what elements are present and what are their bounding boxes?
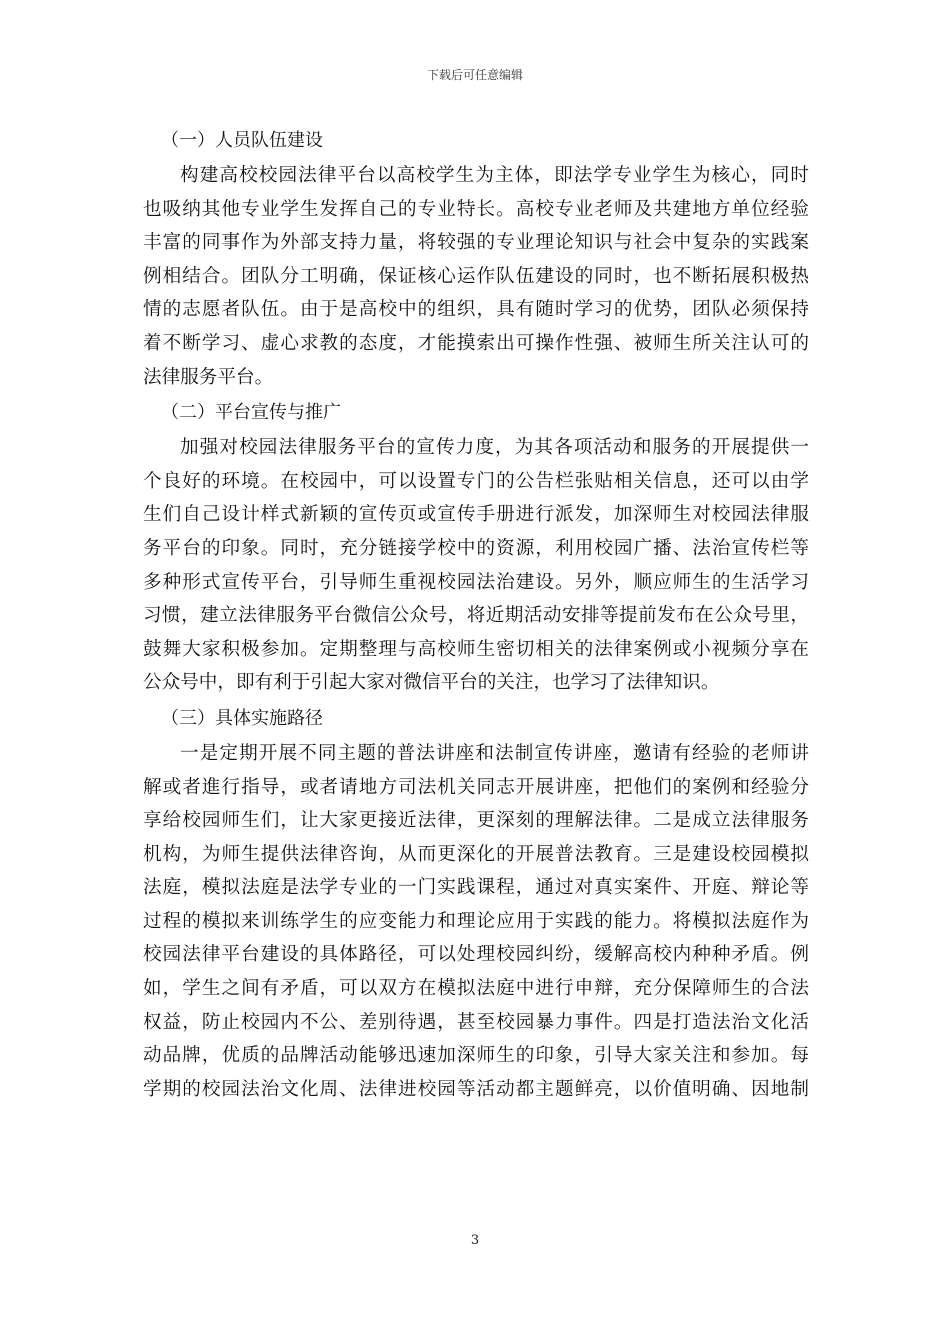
paragraph-promotion xyxy=(143,431,809,700)
text-line: 也吸纳其他专业学生发挥自己的专业特长。高校专业老师及共建地方单位经验 xyxy=(143,198,809,220)
page-header: 下载后可任意编辑 xyxy=(426,68,523,82)
section-heading-3: （三）具体实施路径 xyxy=(161,707,323,729)
text-line: 务平台的印象。同时，充分链接学校中的资源，利用校园广播、法治宣传栏等 xyxy=(143,537,809,559)
text-line: 权益，防止校园内不公、差别待遇，甚至校园暴力事件。四是打造法治文化活 xyxy=(143,1011,809,1033)
text-line: 习惯，建立法律服务平台微信公众号，将近期活动安排等提前发布在公众号里， xyxy=(143,605,809,627)
text-line: 公众号中，即有利于引起大家对微信平台的关注，也学习了法律知识。 xyxy=(143,672,720,694)
section-heading-2: （二）平台宣传与推广 xyxy=(161,402,341,424)
text-line: 法律服务平台。 xyxy=(143,366,274,388)
text-line: 构建高校校园法律平台以高校学生为主体，即法学专业学生为核心，同时 xyxy=(180,165,809,186)
text-line: 一是定期开展不同主题的普法讲座和法制宣传讲座，邀请有经验的老师讲 xyxy=(180,742,809,764)
text-line: 个良好的环境。在校园中，可以设置专门的公告栏张贴相关信息，还可以由学 xyxy=(143,470,809,492)
section-heading-1: （一）人员队伍建设 xyxy=(161,130,323,151)
paragraph-implementation xyxy=(143,737,809,1107)
text-line: 生们自己设计样式新颖的宣传页或宣传手册进行派发，加深师生对校园法律服 xyxy=(143,504,809,526)
text-line: 丰富的同事作为外部支持力量，将较强的专业理论知识与社会中复杂的实践案 xyxy=(143,232,809,254)
page-number: 3 xyxy=(470,1233,480,1248)
text-line: 校园法律平台建设的具体路径，可以处理校园纠纷，缓解高校内种种矛盾。例 xyxy=(143,944,809,966)
text-line: 多种形式宣传平台，引导师生重视校园法治建设。另外，顺应师生的生活学习 xyxy=(143,571,809,593)
text-line: 机构，为师生提供法律咨询，从而更深化的开展普法教育。三是建设校园模拟 xyxy=(143,843,809,865)
text-line: 着不断学习、虚心求教的态度，才能摸索出可操作性强、被师生所关注认可的 xyxy=(143,332,809,354)
text-line: 例相结合。团队分工明确，保证核心运作队伍建设的同时，也不断拓展积极热 xyxy=(143,265,809,287)
text-line: 加强对校园法律服务平台的宣传力度，为其各项活动和服务的开展提供一 xyxy=(180,437,809,459)
text-line: 动品牌，优质的品牌活动能够迅速加深师生的印象，引导大家关注和参加。每 xyxy=(143,1045,809,1067)
document-body xyxy=(143,124,809,1108)
text-line: 法庭，模拟法庭是法学专业的一门实践课程，通过对真实案件、开庭、辩论等 xyxy=(143,877,809,899)
text-line: 如，学生之间有矛盾，可以双方在模拟法庭中进行申辩，充分保障师生的合法 xyxy=(143,978,809,1000)
text-line: 鼓舞大家积极参加。定期整理与高校师生密切相关的法律案例或小视频分享在 xyxy=(143,638,809,660)
text-line: 解或者進行指导，或者请地方司法机关同志开展讲座，把他们的案例和经验分 xyxy=(143,776,809,798)
text-line: 学期的校园法治文化周、法律进校园等活动都主题鲜亮，以价值明确、因地制 xyxy=(143,1078,809,1100)
text-line: 情的志愿者队伍。由于是高校中的组织，具有随时学习的优势，团队必须保持 xyxy=(143,299,809,321)
paragraph-personnel xyxy=(143,159,809,394)
text-line: 过程的模拟来训练学生的应变能力和理论应用于实践的能力。将模拟法庭作为 xyxy=(143,910,809,932)
text-line: 享给校园师生们，让大家更接近法律，更深刻的理解法律。二是成立法律服务 xyxy=(143,810,809,832)
